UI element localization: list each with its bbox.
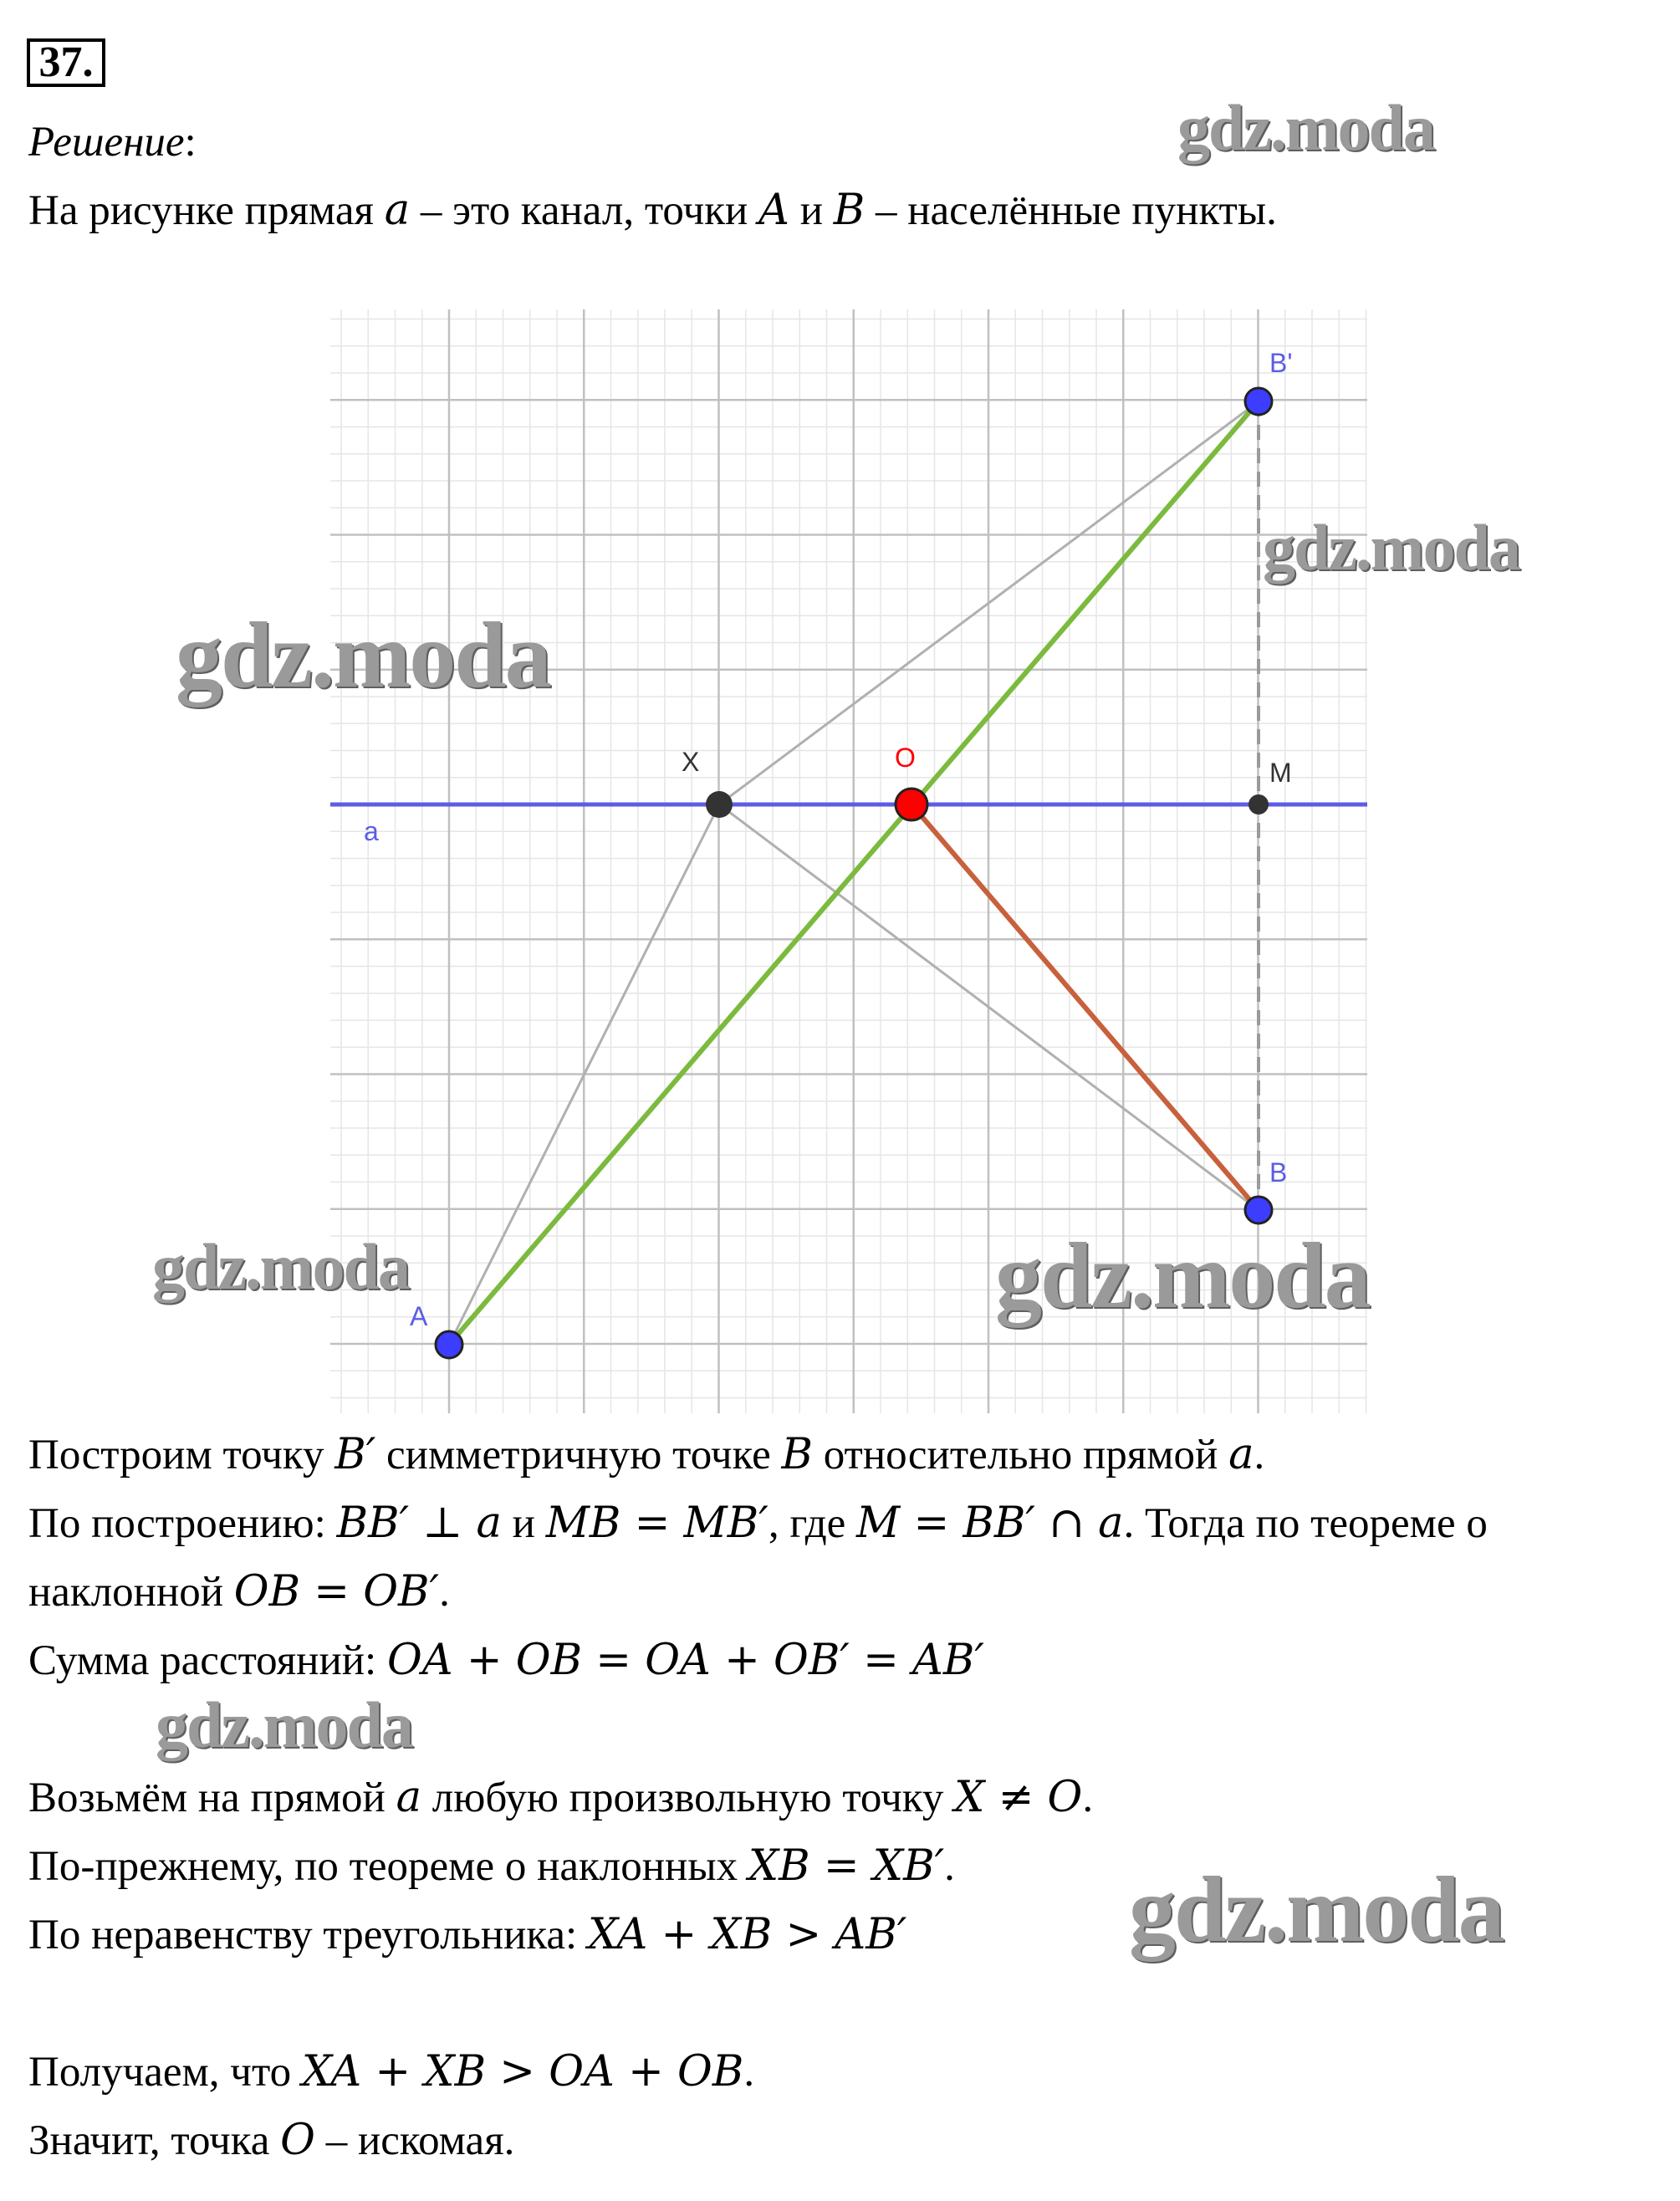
text-line-3 [28, 1567, 450, 1617]
text-line-8 [28, 2047, 754, 2097]
l5-math-1: X ≠ O [954, 1773, 1083, 1822]
l3-text-1: наклонной [28, 1569, 234, 1616]
l6-text-1: По-прежнему, по теореме о наклонных [28, 1843, 748, 1890]
solution-colon: : [184, 119, 197, 166]
l1-text-1: Построим точку [28, 1432, 335, 1478]
problem-number: 37. [27, 38, 105, 87]
watermark: gdz.moda [152, 1230, 409, 1303]
l3-text-2: . [439, 1569, 450, 1616]
l2-math-1: BB′ ⊥ a [336, 1499, 502, 1548]
segment-o-b [911, 804, 1259, 1210]
l1-var-bprime: B′ [334, 1430, 376, 1479]
l8-text-1: Получаем, что [28, 2049, 302, 2096]
l2-text-4: . Тогда по теореме о [1123, 1500, 1488, 1547]
label-a-point: A [410, 1301, 428, 1331]
watermark: gdz.moda [1177, 91, 1434, 164]
label-bprime: B' [1269, 348, 1293, 378]
l4-text-1: Сумма расстояний: [28, 1637, 387, 1684]
l7-math-1: XA + XB > AB′ [587, 1910, 907, 1959]
point-m [1249, 794, 1269, 815]
l1-text-4: . [1254, 1432, 1265, 1478]
watermark: gdz.moda [1129, 1858, 1504, 1962]
text-line-7 [28, 1910, 906, 1960]
l6-math-1: XB = XB′ [748, 1841, 945, 1891]
label-x: X [682, 747, 700, 777]
l1-var-b: B [781, 1430, 813, 1479]
l5-text-2: любую произвольную точку [421, 1775, 955, 1821]
l8-text-2: . [743, 2049, 755, 2096]
l7-text-1: По неравенству треугольника: [28, 1912, 588, 1958]
text-line-6 [28, 1841, 955, 1892]
l9-text-1: Значит, точка [28, 2117, 281, 2164]
intro-var-B: B [833, 186, 866, 235]
intro-var-A: A [758, 186, 789, 235]
l9-text-2: – искомая. [314, 2117, 515, 2164]
point-bprime [1245, 388, 1272, 415]
label-a-line: a [364, 816, 379, 846]
l1-var-a: a [1228, 1430, 1254, 1479]
l1-text-3: относительно прямой [812, 1432, 1229, 1478]
l8-math-1: XA + XB > OA + OB [301, 2047, 744, 2096]
l5-text-3: . [1082, 1775, 1094, 1821]
l4-math-1: OA + OB = OA + OB′ = AB′ [386, 1636, 984, 1685]
l2-math-2: MB = MB′ [545, 1499, 769, 1548]
point-a [436, 1331, 462, 1358]
text-line-5 [28, 1773, 1093, 1823]
solution-label: Решение [28, 119, 185, 166]
watermark: gdz.moda [995, 1224, 1370, 1328]
l2-text-3: , где [768, 1500, 857, 1547]
text-line-1 [28, 1430, 1264, 1480]
point-b [1245, 1197, 1272, 1223]
watermark: gdz.moda [1263, 511, 1519, 584]
watermark: gdz.moda [176, 604, 550, 707]
intro-text-3: и [789, 187, 834, 234]
l2-text-1: По построению: [28, 1500, 337, 1547]
label-b: B [1269, 1157, 1288, 1187]
l1-text-2: симметричную точке [375, 1432, 782, 1478]
watermark: gdz.moda [156, 1688, 412, 1761]
text-line-2 [28, 1499, 1488, 1549]
intro-text-1: На рисунке прямая [28, 187, 385, 234]
text-line-4 [28, 1636, 984, 1686]
intro-text-2: – это канал, точки [410, 187, 759, 234]
l2-text-2: и [501, 1500, 546, 1547]
label-o: O [895, 743, 916, 773]
l2-math-3: M = BB′ ∩ a [856, 1499, 1124, 1548]
l9-var-o: O [280, 2116, 315, 2165]
point-o [896, 789, 927, 820]
l6-text-2: . [944, 1843, 955, 1890]
text-line-9 [28, 2116, 514, 2166]
intro-text-4: – населённые пункты. [865, 187, 1277, 234]
intro-var-a: a [384, 186, 411, 235]
l5-var-a: a [396, 1773, 422, 1822]
l3-math-1: OB = OB′ [233, 1567, 440, 1616]
point-x [706, 791, 733, 818]
l5-text-1: Возьмём на прямой [28, 1775, 396, 1821]
label-m: M [1269, 758, 1292, 788]
